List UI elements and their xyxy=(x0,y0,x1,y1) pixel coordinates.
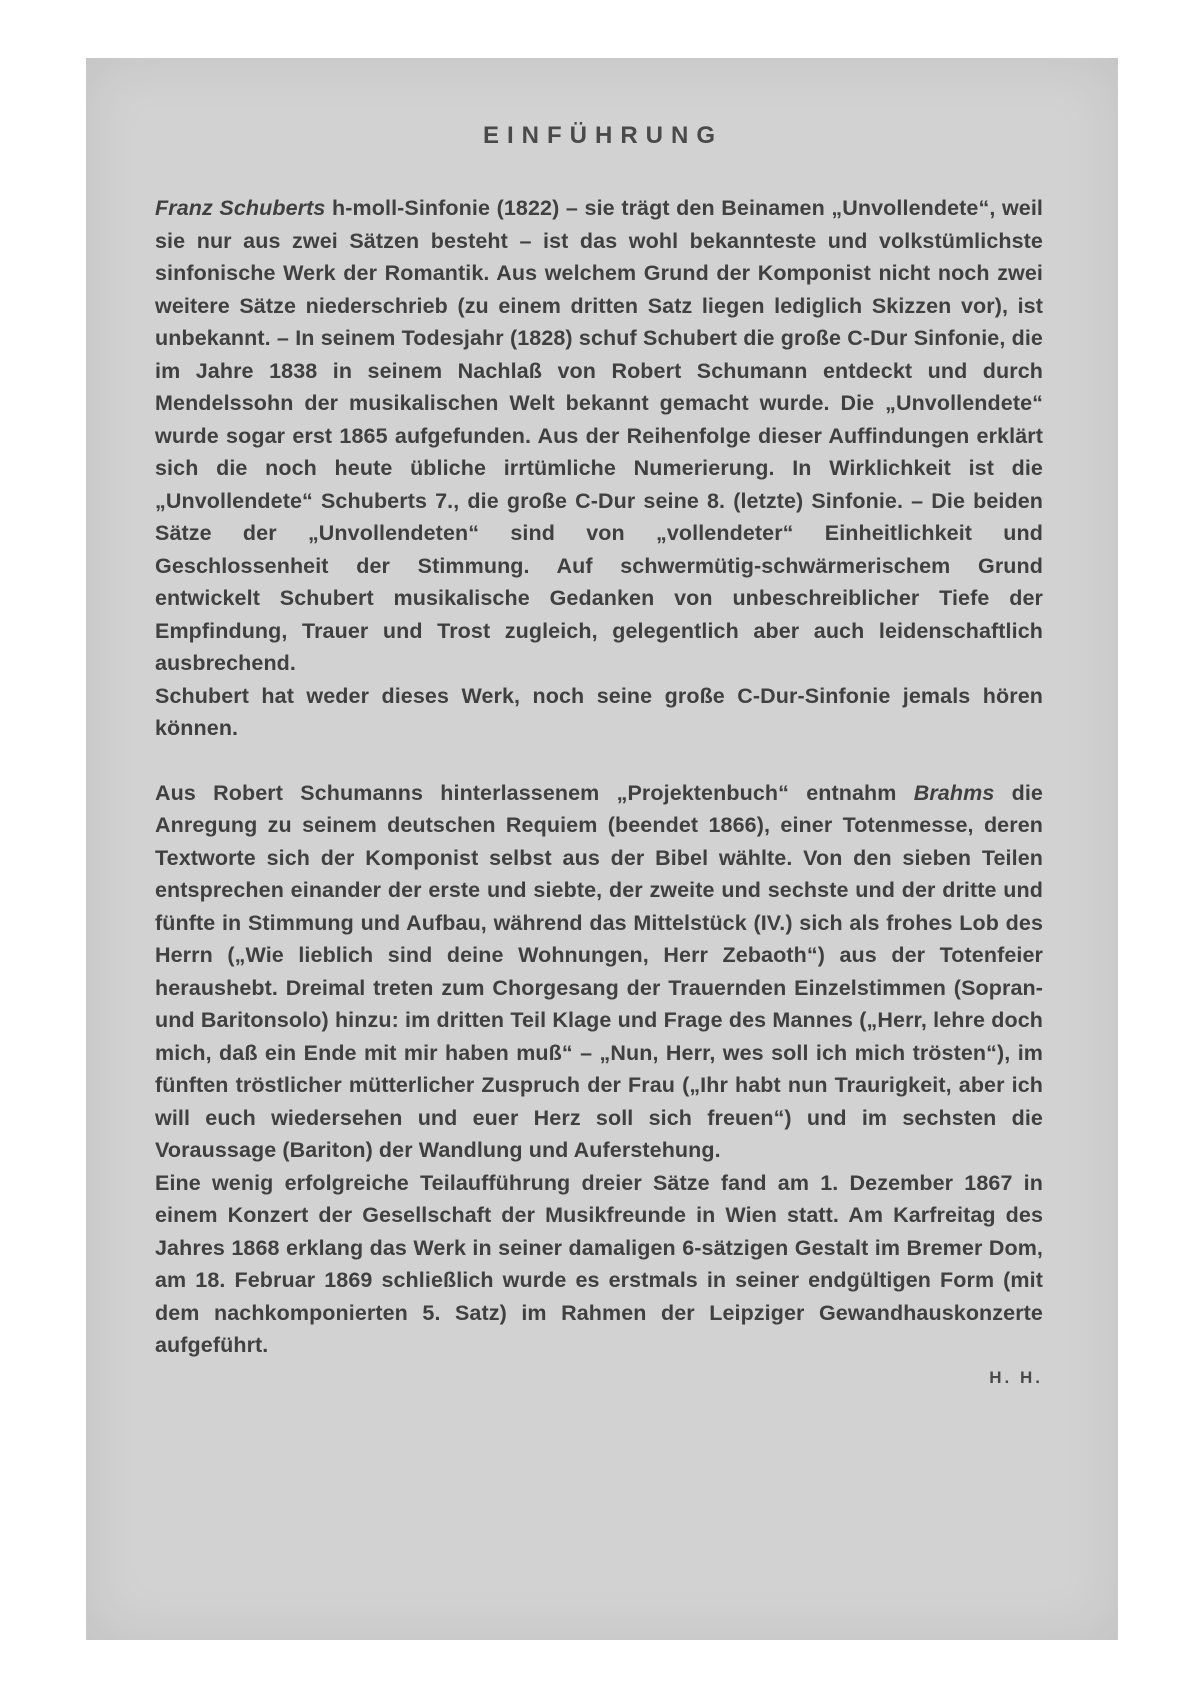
paragraph-text-before: Aus Robert Schumanns hinterlassenem „Projektenbuch“ entnahm xyxy=(155,780,914,805)
paragraph-brahms xyxy=(155,777,1043,1167)
paragraph-spacer xyxy=(155,745,1043,777)
composer-name-schubert: Franz Schuberts xyxy=(155,196,326,220)
page-sheet xyxy=(86,58,1118,1640)
paragraph-schubert xyxy=(155,192,1043,680)
author-signature: H. H. xyxy=(989,1367,1043,1387)
page-title: EINFÜHRUNG xyxy=(483,122,723,149)
text-body xyxy=(155,122,1043,1388)
paragraph-schubert-closing: Schubert hat weder dieses Werk, noch seine große C-Dur-Sinfonie jemals hören können. xyxy=(155,683,1043,740)
paragraph-text-after: die Anregung zu seinem deutschen Requiem (beendet 1866), einer Totenmesse, deren Textworte sich der Komponist selbst aus der Bibel wählte. Von den sieben Teilen entsprechen einander der erste und siebte, der zweite und sechste und der dritte und fünfte in Stimmung und Aufbau, während das Mittelstück (IV.) sich als frohes Lob des Herrn („Wie lieblich sind deine Wohnungen, Herr Zebaoth“) aus der Totenfeier heraushebt. Dreimal treten zum Chorgesang der Trauernden Einzelstimmen (Sopran- und Baritonsolo) hinzu: im dritten Teil Klage und Frage des Mannes („Herr, lehre doch mich, daß ein Ende mit mir haben muß“ – „Nun, Herr, wes soll ich mich trösten“), im fünften tröstlicher mütterlicher Zuspruch der Frau („Ihr habt nun Traurigkeit, aber ich will euch wiedersehen und euer Herz soll sich freuen“) und im sechsten die Voraussage (Bariton) der Wandlung und Auferstehung. xyxy=(155,780,1043,1162)
paragraph-text: h-moll-Sinfonie (1822) – sie trägt den Beinamen „Unvollendete“, weil sie nur aus zwei Sätzen besteht – ist das wohl bekannteste und volkstümlichste sinfonische Werk der Romantik. Aus welchem Grund der Komponist nicht noch zwei weitere Sätze niederschrieb (zu einem dritten Satz liegen lediglich Skizzen vor), ist unbekannt. – In seinem Todesjahr (1828) schuf Schubert die große C-Dur Sinfonie, die im Jahre 1838 in seinem Nachlaß von Robert Schumann entdeckt und durch Mendelssohn der musikalischen Welt bekannt gemacht wurde. Die „Unvollendete“ wurde sogar erst 1865 aufgefunden. Aus der Reihenfolge dieser Auffindungen erklärt sich die noch heute übliche irrtümliche Numerierung. In Wirklichkeit ist die „Unvollendete“ Schuberts 7., die große C-Dur seine 8. (letzte) Sinfonie. – Die beiden Sätze der „Unvollendeten“ sind von „vollendeter“ Einheitlichkeit und Geschlossenheit der Stimmung. Auf schwermütig-schwärmerischem Grund entwickelt Schubert musikalische Gedanken von unbeschreiblicher Tiefe der Empfindung, Trauer und Trost zugleich, gelegentlich aber auch leidenschaftlich ausbrechend. xyxy=(155,196,1043,675)
paragraph-performance-history: Eine wenig erfolgreiche Teilaufführung dreier Sätze fand am 1. Dezember 1867 in einem Konzert der Gesellschaft der Musikfreunde in Wien statt. Am Karfreitag des Jahres 1868 erklang das Werk in seiner damaligen 6-sätzigen Gestalt im Bremer Dom, am 18. Februar 1869 schließlich wurde es erstmals in seiner endgültigen Form (mit dem nachkomponierten 5. Satz) im Rahmen der Leipziger Gewandhauskonzerte aufgeführt. xyxy=(155,1170,1043,1357)
composer-name-brahms: Brahms xyxy=(913,780,995,805)
